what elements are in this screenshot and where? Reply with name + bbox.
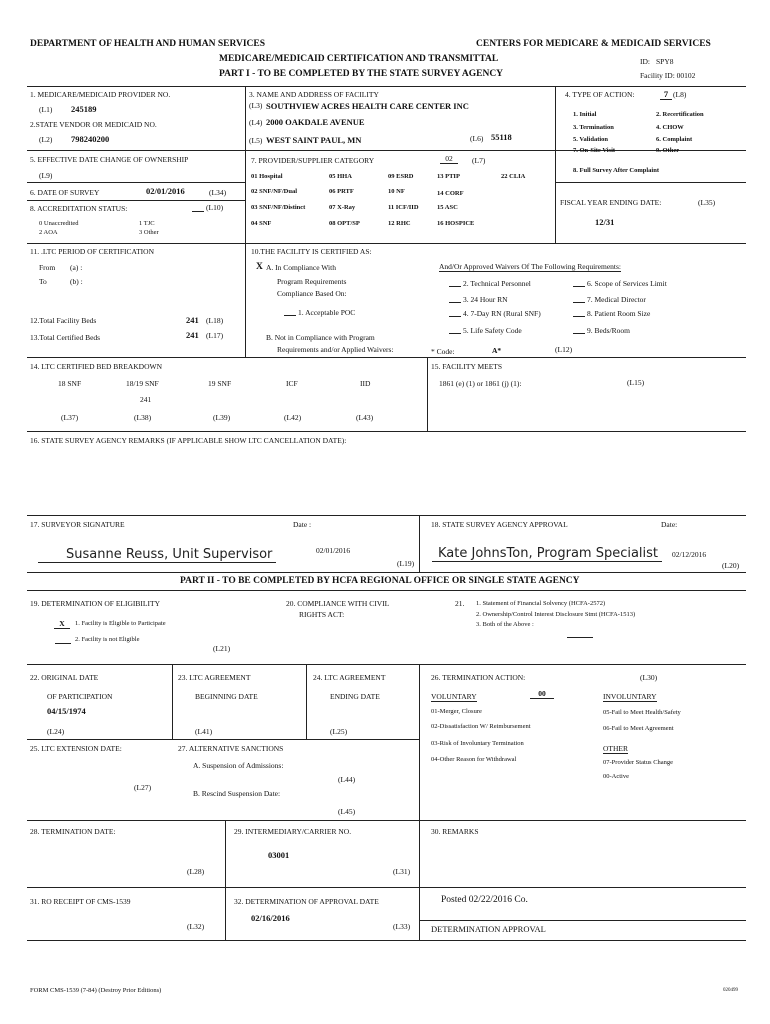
form-title: MEDICARE/MEDICAID CERTIFICATION AND TRANSMITTAL	[219, 54, 499, 64]
voluntary-value: 00	[530, 690, 554, 699]
form-footer: FORM CMS-1539 (7-84) (Destroy Prior Editions)	[30, 987, 162, 994]
bed-col-icf: ICF	[286, 379, 298, 388]
l5-code: (L5)	[249, 136, 263, 145]
voluntary-heading: VOLUNTARY	[431, 692, 477, 701]
dept-heading: DEPARTMENT OF HEALTH AND HUMAN SERVICES	[30, 39, 266, 49]
waivers-heading: And/Or Approved Waivers Of The Following Requirements:	[439, 262, 622, 271]
remarks-label: 16. STATE SURVEY AGENCY REMARKS (IF APPLICABLE SHOW LTC CANCELLATION DATE):	[30, 436, 347, 445]
term-01: 01-Merger, Closure	[431, 708, 482, 715]
cat-05: 05 HHA	[329, 173, 352, 180]
waiver-8: 8. Patient Room Size	[587, 309, 651, 318]
term-07: 07-Provider Status Change	[603, 759, 674, 766]
in-compliance: A. In Compliance With	[266, 263, 336, 272]
term-05: 05-Fail to Meet Health/Safety	[603, 709, 681, 716]
l4-code: (L4)	[249, 118, 263, 127]
w7-blank	[573, 295, 585, 303]
l45-code: (L45)	[338, 807, 356, 816]
cat-11: 11 ICF/IID	[388, 204, 419, 211]
to-label: To	[39, 277, 47, 286]
action-opt-5: 5. Validation	[573, 136, 609, 143]
w9-blank	[573, 326, 585, 334]
l1-code: (L1)	[39, 105, 53, 114]
action-opt-1: 1. Initial	[573, 111, 597, 118]
accred-opt-3: 3 Other	[139, 229, 159, 236]
l44-code: (L44)	[338, 775, 356, 784]
box21-num: 21.	[455, 599, 465, 608]
term-03: 03-Risk of Involuntary Termination	[431, 740, 524, 747]
action-opt-4: 4. CHOW	[656, 124, 684, 131]
total-facility-beds-label: 12.Total Facility Beds	[30, 316, 97, 325]
bed-1819snf-value: 241	[140, 395, 152, 404]
waiver-6: 6. Scope of Services Limit	[587, 279, 667, 288]
ltc-agreement-begin-label: 23. LTC AGREEMENT	[178, 673, 251, 682]
cat-08: 08 OPT/SP	[329, 220, 360, 227]
l25-code: (L25)	[330, 727, 348, 736]
l28-code: (L28)	[187, 867, 205, 876]
agency-approval-label: 18. STATE SURVEY AGENCY APPROVAL	[431, 520, 568, 529]
not-eligible-opt: 2. Facility is not Eligible	[75, 636, 140, 643]
bed-col-18snf: 18 SNF	[58, 379, 82, 388]
cat-07: 07 X-Ray	[329, 204, 356, 211]
l20-code: (L20)	[722, 561, 740, 570]
surveyor-date-label: Date :	[293, 520, 312, 529]
term-00: 00-Active	[603, 773, 629, 780]
code-value: A*	[492, 346, 502, 355]
l34-code: (L34)	[209, 188, 227, 197]
intermediary-label: 29. INTERMEDIARY/CARRIER NO.	[234, 827, 352, 836]
provider-category-value: 02	[440, 155, 458, 164]
w5-blank	[449, 326, 461, 334]
l6-code: (L6)	[470, 134, 484, 143]
w4-blank	[449, 309, 461, 317]
l12-code: (L12)	[555, 345, 573, 354]
l15-code: (L15)	[627, 378, 645, 387]
eligibility-label: 19. DETERMINATION OF ELIGIBILITY	[30, 599, 160, 608]
part2-heading: PART II - TO BE COMPLETED BY HCFA REGIONAL OFFICE OR SINGLE STATE AGENCY	[180, 576, 580, 586]
original-date-value: 04/15/1974	[47, 706, 86, 716]
eligible-opt: 1. Facility is Eligible to Participate	[75, 620, 166, 627]
cat-10: 10 NF	[388, 188, 405, 195]
approval-date-value: 02/16/2016	[251, 913, 290, 923]
term-06: 06-Fail to Meet Agreement	[603, 725, 674, 732]
cms-heading: CENTERS FOR MEDICARE & MEDICAID SERVICES	[476, 39, 711, 49]
alt-sanctions-label: 27. ALTERNATIVE SANCTIONS	[178, 744, 284, 753]
action-opt-8: 8. Full Survey After Complaint	[573, 167, 660, 174]
part1-heading: PART I - TO BE COMPLETED BY THE STATE SURVEY AGENCY	[219, 69, 504, 79]
certified-as-label: 10.THE FACILITY IS CERTIFIED AS:	[251, 247, 372, 256]
waiver-2: 2. Technical Personnel	[463, 279, 531, 288]
fiscal-value: 12/31	[595, 217, 615, 227]
compliance-based: Compliance Based On:	[277, 289, 347, 298]
l18-code: (L18)	[206, 316, 224, 325]
l33-code: (L33)	[393, 922, 411, 931]
facility-name: SOUTHVIEW ACRES HEALTH CARE CENTER INC	[266, 101, 469, 111]
box21-opt2: 2. Ownership/Control Interest Disclosure Stmt (HCFA-1513)	[476, 611, 636, 618]
cat-15: 15 ASC	[437, 204, 458, 211]
w6-blank	[573, 279, 585, 287]
l32-code: (L32)	[187, 922, 205, 931]
cat-16: 16 HOSPICE	[437, 220, 475, 227]
l21-code: (L21)	[213, 644, 231, 653]
waiver-9: 9. Beds/Room	[587, 326, 630, 335]
l27-code: (L27)	[134, 783, 152, 792]
chow-date-label: 5. EFFECTIVE DATE CHANGE OF OWNERSHIP	[30, 155, 189, 164]
acceptable-poc: 1. Acceptable POC	[298, 308, 356, 317]
not-in-compliance: B. Not in Compliance with Program	[266, 333, 375, 342]
waiver-7: 7. Medical Director	[587, 295, 646, 304]
cat-02: 02 SNF/NF/Dual	[251, 188, 298, 195]
bed-col-1819snf: 18/19 SNF	[126, 379, 159, 388]
w2-blank	[449, 279, 461, 287]
original-date-label: 22. ORIGINAL DATE	[30, 673, 99, 682]
l7-code: (L7)	[472, 156, 486, 165]
eligible-x: X	[54, 620, 70, 629]
l30-code: (L30)	[640, 673, 658, 682]
accred-opt-1: 1 TJC	[139, 220, 155, 227]
l39-code: (L39)	[213, 413, 231, 422]
cat-06: 06 PRTF	[329, 188, 354, 195]
termination-action-label: 26. TERMINATION ACTION:	[431, 673, 526, 682]
ltc-period-label: 11. .LTC PERIOD OF CERTIFICATION	[30, 247, 155, 256]
action-opt-7: 7. On-Site Visit	[573, 147, 616, 154]
survey-date-value: 02/01/2016	[146, 186, 185, 196]
of-participation: OF PARTICIPATION	[47, 692, 113, 701]
poc-blank	[284, 308, 296, 316]
term-04: 04-Other Reason for Withdrawal	[431, 756, 517, 763]
ltc-agreement-end-label: 24. LTC AGREEMENT	[313, 673, 386, 682]
type-action-label: 4. TYPE OF ACTION:	[565, 90, 635, 99]
l35-code: (L35)	[698, 198, 716, 207]
from-a: (a) :	[70, 263, 83, 272]
term-02: 02-Dissatisfaction W/ Reimbursement	[431, 723, 531, 730]
agency-date: 02/12/2016	[672, 550, 707, 559]
not-eligible-blank	[55, 636, 71, 644]
involuntary-heading: INVOLUNTARY	[603, 692, 657, 701]
accred-opt-0: 0 Unaccredited	[39, 220, 79, 227]
l19-code: (L19)	[397, 559, 415, 568]
cat-04: 04 SNF	[251, 220, 272, 227]
box21-opt1: 1. Statement of Financial Solvency (HCFA-2572)	[476, 600, 606, 607]
remarks30-label: 30. REMARKS	[431, 827, 479, 836]
ro-receipt-label: 31. RO RECEIPT OF CMS-1539	[30, 897, 131, 906]
cat-14: 14 CORF	[437, 190, 464, 197]
facility-id: Facility ID: 00102	[640, 71, 696, 80]
approval-date-label: 32. DETERMINATION OF APPROVAL DATE	[234, 897, 379, 906]
action-opt-6: 6. Complaint	[656, 136, 693, 143]
l41-code: (L41)	[195, 727, 213, 736]
l43-code: (L43)	[356, 413, 374, 422]
total-certified-beds-value: 241	[186, 330, 199, 340]
applied-waivers: Requirements and/or Applied Waivers:	[277, 345, 394, 354]
l38-code: (L38)	[134, 413, 152, 422]
cat-03: 03 SNF/NF/Distinct	[251, 204, 306, 211]
action-opt-9: 9. Other	[656, 147, 680, 154]
l9-code: (L9)	[39, 171, 53, 180]
intermediary-value: 03001	[268, 850, 290, 860]
to-b: (b) :	[70, 277, 83, 286]
l10-code: (L10)	[206, 203, 224, 212]
facility-zip: 55118	[491, 132, 512, 142]
l37-code: (L37)	[61, 413, 79, 422]
compliance-x: X	[256, 262, 263, 272]
beginning-date: BEGINNING DATE	[195, 692, 258, 701]
accreditation-blank	[192, 204, 204, 212]
program-req: Program Requirements	[277, 277, 347, 286]
cat-12: 12 RHC	[388, 220, 411, 227]
w8-blank	[573, 309, 585, 317]
cat-22: 22 CLIA	[501, 173, 526, 180]
rescind-suspension: B. Rescind Suspension Date:	[193, 789, 281, 798]
vendor-no-label: 2.STATE VENDOR OR MEDICAID NO.	[30, 120, 157, 129]
agency-date-label: Date:	[661, 520, 678, 529]
suspension-admissions: A. Suspension of Admissions:	[193, 761, 284, 770]
civil-rights-label2: RIGHTS ACT:	[299, 610, 345, 619]
bed-breakdown-label: 14. LTC CERTIFIED BED BREAKDOWN	[30, 362, 162, 371]
facility-meets-label: 15. FACILITY MEETS	[431, 362, 503, 371]
cat-09: 09 ESRD	[388, 173, 414, 180]
l24-code: (L24)	[47, 727, 65, 736]
box21-opt3: 3. Both of the Above :	[476, 621, 534, 628]
surveyor-sig-label: 17. SURVEYOR SIGNATURE	[30, 520, 125, 529]
provider-no-value: 245189	[71, 104, 97, 114]
code-label: * Code:	[431, 347, 455, 356]
w3-blank	[449, 295, 461, 303]
surveyor-signature: Susanne Reuss, Unit Supervisor	[38, 548, 276, 563]
waiver-5: 5. Life Safety Code	[463, 326, 522, 335]
l8-code: (L8)	[673, 90, 687, 99]
l2-code: (L2)	[39, 135, 53, 144]
provider-category-label: 7. PROVIDER/SUPPLIER CATEGORY	[251, 156, 375, 165]
l3-code: (L3)	[249, 101, 263, 110]
cat-13: 13 PTIP	[437, 173, 460, 180]
agency-signature: Kate JohnsTon, Program Specialist	[432, 547, 662, 562]
waiver-3: 3. 24 Hour RN	[463, 295, 508, 304]
accred-opt-2: 2 AOA	[39, 229, 58, 236]
other-heading: OTHER	[603, 744, 628, 753]
termination-date-label: 28. TERMINATION DATE:	[30, 827, 116, 836]
extension-date-label: 25. LTC EXTENSION DATE:	[30, 744, 122, 753]
footer-code: 020499	[723, 988, 738, 993]
ending-date: ENDING DATE	[330, 692, 380, 701]
survey-date-label: 6. DATE OF SURVEY	[30, 188, 100, 197]
fiscal-label: FISCAL YEAR ENDING DATE:	[560, 198, 662, 207]
action-opt-2: 2. Recertification	[656, 111, 704, 118]
id-label: ID:	[640, 57, 650, 66]
facility-meets-line: 1861 (e) (1) or 1861 (j) (1):	[439, 379, 522, 388]
id-value: SPY8	[656, 57, 674, 66]
bed-col-iid: IID	[360, 379, 371, 388]
determination-approval: DETERMINATION APPROVAL	[431, 924, 546, 934]
action-opt-3: 3. Termination	[573, 124, 614, 131]
surveyor-date: 02/01/2016	[316, 546, 351, 555]
facility-city: WEST SAINT PAUL, MN	[266, 135, 362, 145]
l17-code: (L17)	[206, 331, 224, 340]
facility-street: 2000 OAKDALE AVENUE	[266, 117, 365, 127]
posted-text: Posted 02/22/2016 Co.	[441, 895, 528, 905]
civil-rights-label1: 20. COMPLIANCE WITH CIVIL	[286, 599, 390, 608]
total-certified-beds-label: 13.Total Certified Beds	[30, 333, 101, 342]
cat-01: 01 Hospital	[251, 173, 283, 180]
bed-col-19snf: 19 SNF	[208, 379, 232, 388]
l31-code: (L31)	[393, 867, 411, 876]
provider-no-label: 1. MEDICARE/MEDICAID PROVIDER NO.	[30, 90, 171, 99]
from-label: From	[39, 263, 56, 272]
waiver-4: 4. 7-Day RN (Rural SNF)	[463, 309, 541, 318]
l42-code: (L42)	[284, 413, 302, 422]
facility-name-label: 3. NAME AND ADDRESS OF FACILITY	[249, 90, 379, 99]
total-facility-beds-value: 241	[186, 315, 199, 325]
vendor-no-value: 798240200	[71, 134, 110, 144]
type-action-value: 7	[660, 90, 672, 100]
accreditation-label: 8. ACCREDITATION STATUS:	[30, 204, 128, 213]
